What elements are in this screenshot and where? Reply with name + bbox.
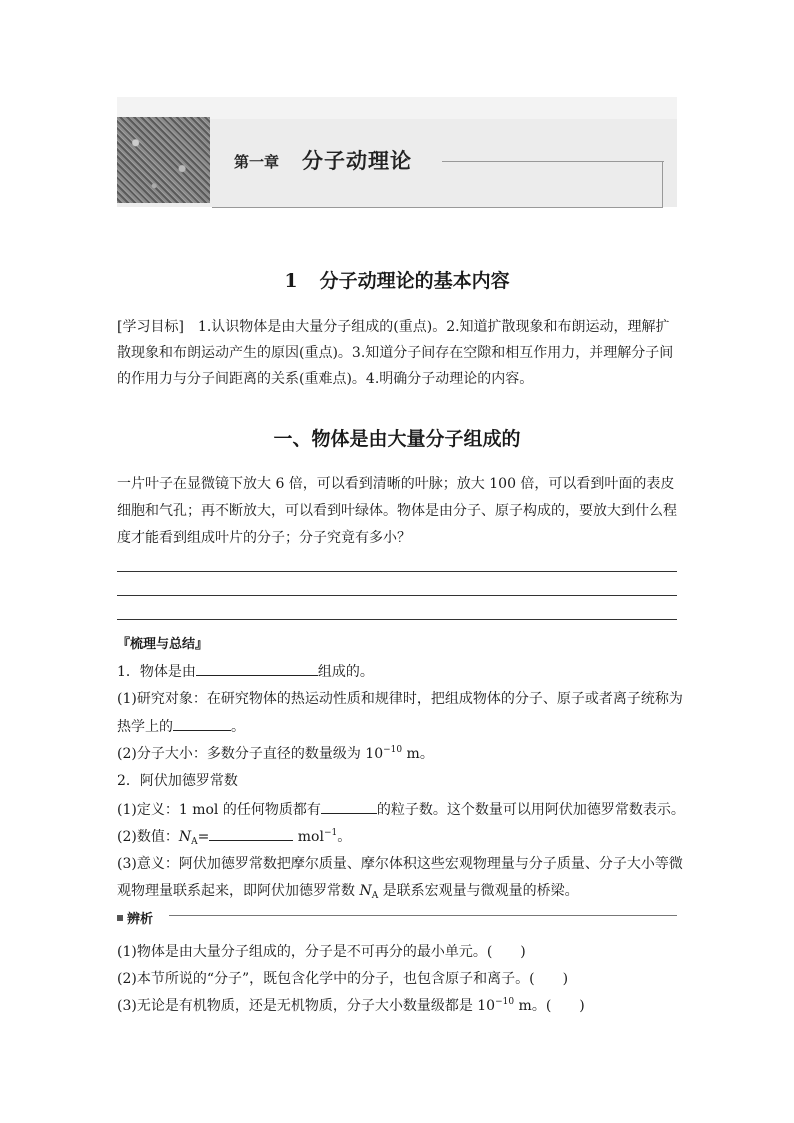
summary-item-1b [117,743,434,763]
item2b-exponent: −1 [323,828,338,838]
item2a-post: 的粒子数。这个数量可以用阿伏加德罗常数表示。 [376,802,685,818]
summary-tag: 『梳理与总结』 [117,637,209,652]
summary-item-1 [117,660,374,681]
chapter-title: 分子动理论 [302,149,412,173]
avogadro-symbol: N [359,883,372,899]
answer-line [117,619,677,620]
analysis-header [117,908,677,927]
chapter-number: 第一章 [234,153,280,171]
chapter-banner [117,97,677,207]
q3-pre: (3)无论是有机物质，还是无机物质，分子大小数量级都是 10 [117,998,496,1014]
item2b-end: 。 [337,829,352,845]
summary-item-1a-line1: (1)研究对象：在研究物体的热运动性质和规律时，把组成物体的分子、原子或者离子统称为 [117,691,683,707]
lesson-title-text: 分子动理论的基本内容 [319,270,510,292]
avogadro-subscript: A [371,891,379,901]
item1b-pre: (2)分子大小：多数分子直径的数量级为 10 [117,746,384,762]
intro-question: 一片叶子在显微镜下放大 6 倍，可以看到清晰的叶脉；放大 100 倍，可以看到叶面的表皮细胞和气孔；再不断放大，可以看到叶绿体。物体是由分子、原子构成的，要放大到什么程度才能看到组成叶片的分子；分子究竟有多小？ [117,476,677,546]
square-bullet-icon [117,915,123,921]
item2a-pre: (1)定义：1 mol 的任何物质都有 [117,802,321,818]
summary-item-2c-line1: (3)意义：阿伏加德罗常数把摩尔质量、摩尔体积这些宏观物理量与分子质量、分子大小等微 [117,856,683,872]
analysis-label: 辨析 [127,912,154,927]
item2c-post: 是联系宏观量与微观量的桥梁。 [378,883,579,899]
summary-item-1a-line2 [117,715,245,736]
item2b-pre: (2)数值： [117,829,179,845]
item1a-pre: 热学上的 [117,719,173,735]
fill-blank[interactable] [209,825,293,841]
banner-top-strip [117,97,677,119]
item1b-post: m。 [402,746,434,762]
learning-objectives: [学习目标] 1.认识物体是由大量分子组成的(重点)。2.知道扩散现象和布朗运动，理解扩散现象和布朗运动产生的原因(重点)。3.知道分子间存在空隙和相互作用力，并理解分子间的作用力与分子间距离的关系(重难点)。4.明确分子动理论的内容。 [117,319,674,387]
avogadro-subscript: A [191,837,198,847]
q3-post: m。( ) [514,998,585,1014]
analysis-rule [169,915,677,916]
summary-item-2a [117,798,685,819]
lesson-title [0,266,794,293]
answer-line [117,571,677,572]
avogadro-symbol: N [178,829,192,845]
item1b-exponent: −10 [383,745,403,755]
summary-item-2: 2．阿伏加德罗常数 [117,773,238,789]
fill-blank[interactable] [196,660,318,676]
fill-blank[interactable] [173,715,231,731]
item1-pre: 1．物体是由 [117,664,196,680]
banner-leaf-photo [117,117,210,203]
item2c-pre: 观物理量联系起来，即阿伏加德罗常数 [117,883,360,899]
q3-exponent: −10 [495,997,515,1007]
summary-item-2c-line2 [117,880,579,900]
equals-sign: = [197,829,210,845]
item2b-unit: mol [293,829,324,845]
banner-frame [212,161,663,208]
fill-blank[interactable] [321,798,377,814]
lesson-number: 1 [284,270,298,292]
analysis-question-3 [117,995,585,1015]
banner-rule [442,161,664,162]
item1a-post: 。 [231,719,245,735]
analysis-question-2: (2)本节所说的“分子”，既包含化学中的分子，也包含原子和离子。( ) [117,971,569,987]
analysis-question-1: (1)物体是由大量分子组成的，分子是不可再分的最小单元。( ) [117,944,526,960]
answer-line [117,595,677,596]
section-title: 一、物体是由大量分子组成的 [273,428,521,450]
item1-post: 组成的。 [317,664,374,680]
summary-item-2b [117,825,351,846]
